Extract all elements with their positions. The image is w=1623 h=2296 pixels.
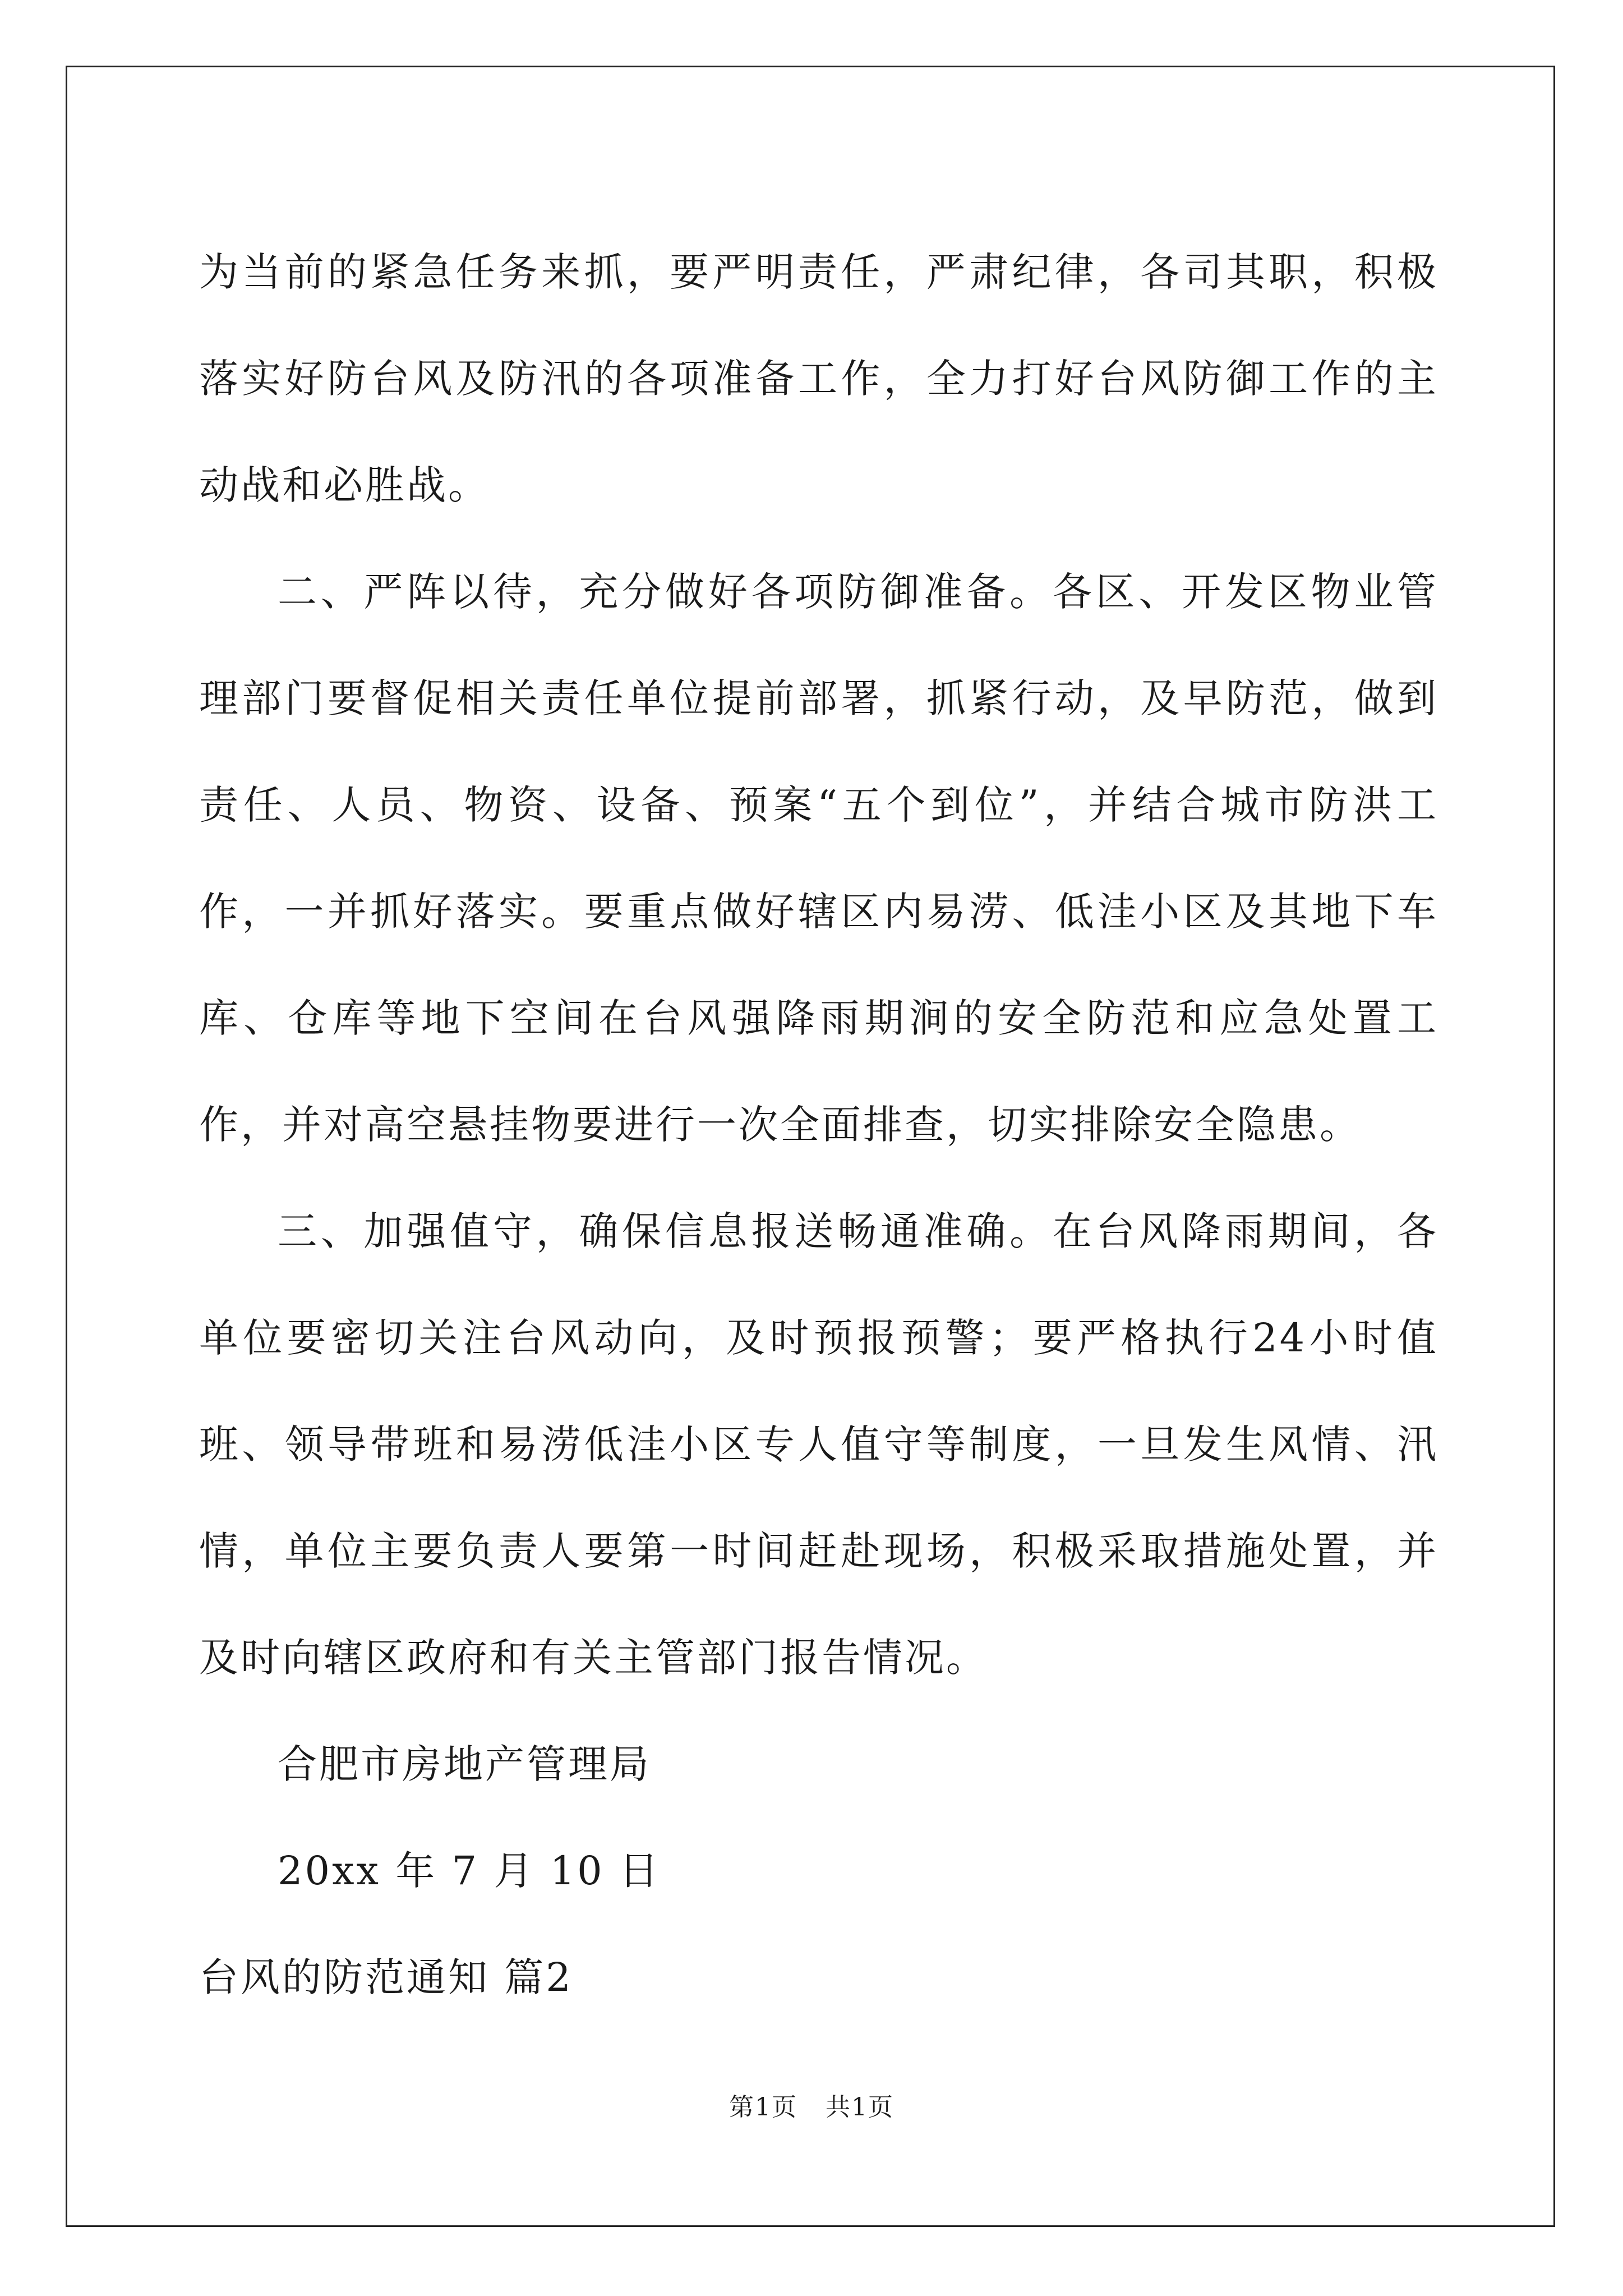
paragraph-2: 二、严阵以待，充分做好各项防御准备。各区、开发区物业管理部门要督促相关责任单位提前部署，抓紧行动，及早防范，做到责任、人员、物资、设备、预案“五个到位”，并结合城市防洪工作，一并抓好落实。要重点做好辖区内易涝、低洼小区及其地下车库、仓库等地下空间在台风强降雨期涧的安全防范和应急处置工作，并对高空悬挂物要进行一次全面排查，切实排除安全隐患。 <box>199 569 1438 1148</box>
page-number: 第1页 <box>729 2093 797 2122</box>
next-section-title: 台风的防范通知 篇2 <box>199 1954 573 2000</box>
signature-org: 合肥市房地产管理局 <box>278 1741 651 1787</box>
paragraph-1: 为当前的紧急任务来抓，要严明责任，严肃纪律，各司其职，积极落实好防台风及防汛的各项准备工作，全力打好台风防御工作的主动战和必胜战。 <box>199 249 1438 508</box>
signature-date: 20xx 年 7 月 10 日 <box>278 1848 661 1894</box>
document-body <box>199 219 1438 2031</box>
paragraph-3: 三、加强值守，确保信息报送畅通准确。在台风降雨期间，各单位要密切关注台风动向，及时预报预警；要严格执行24小时值班、领导带班和易涝低洼小区专人值守等制度，一旦发生风情、汛情，单位主要负责人要第一时间赶赴现场，积极采取措施处置，并及时向辖区政府和有关主管部门报告情况。 <box>199 1208 1438 1681</box>
page-footer <box>0 2087 1623 2123</box>
page-total: 共1页 <box>826 2093 894 2122</box>
